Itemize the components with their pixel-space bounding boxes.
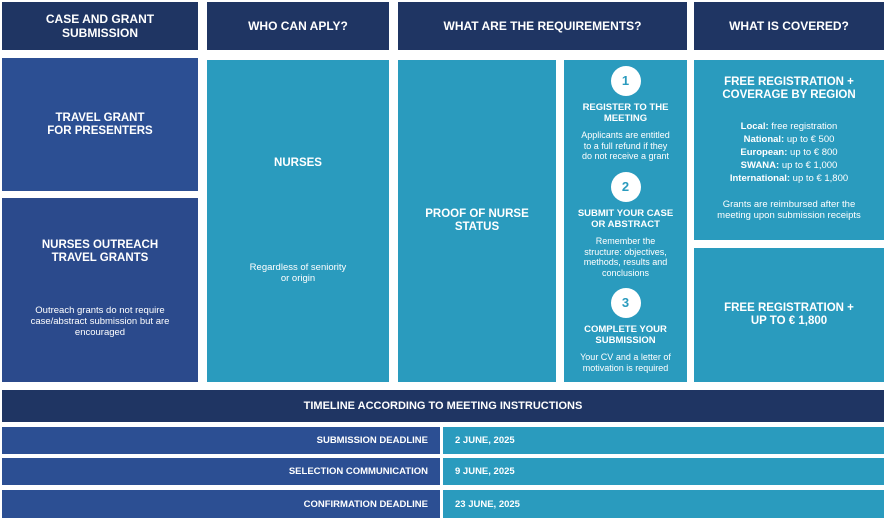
step-title: SUBMIT YOUR CASE OR ABSTRACT: [577, 208, 674, 230]
who-title: NURSES: [274, 157, 322, 169]
region-european: [694, 146, 884, 159]
step-number-badge: 1: [611, 66, 641, 96]
region-swana: [694, 159, 884, 172]
timeline-row-label: CONFIRMATION DEADLINE: [2, 490, 440, 518]
timeline-row-label: SELECTION COMMUNICATION: [2, 458, 440, 485]
region-label: European:: [740, 147, 788, 158]
requirement-panel: [398, 60, 556, 382]
header-label: WHO CAN APLY?: [248, 19, 348, 33]
region-label: International:: [729, 173, 791, 184]
region-value: up to € 800: [787, 147, 838, 158]
region-label: National:: [743, 134, 785, 145]
who-panel: [207, 60, 389, 382]
region-international: [694, 172, 884, 185]
who-note: Regardless of seniority or origin: [249, 262, 347, 284]
outreach-coverage-panel: [694, 248, 884, 382]
region-national: [694, 133, 884, 146]
step-2: [564, 172, 687, 278]
header-label: CASE AND GRANT SUBMISSION: [45, 12, 155, 40]
region-value: free registration: [768, 121, 838, 132]
header-case-and-grant-submission: [2, 2, 198, 50]
requirement-title: PROOF OF NURSE STATUS: [425, 208, 529, 233]
coverage-title: FREE REGISTRATION + COVERAGE BY REGION: [722, 76, 856, 101]
timeline-row-label: SUBMISSION DEADLINE: [2, 427, 440, 454]
travel-grant-title: TRAVEL GRANT FOR PRESENTERS: [47, 111, 153, 137]
header-label: WHAT IS COVERED?: [729, 19, 849, 33]
step-title: REGISTER TO THE MEETING: [582, 102, 669, 124]
step-3: [564, 288, 687, 373]
reimburse-note: Grants are reimbursed after the meeting upon submission receipts: [717, 199, 861, 221]
outreach-note: Outreach grants do not require case/abstract submission but are encouraged: [30, 305, 170, 338]
steps-panel: [564, 60, 687, 382]
outreach-coverage-title: FREE REGISTRATION + UP TO € 1,800: [724, 302, 854, 327]
timeline-row-date: 2 JUNE, 2025: [443, 427, 884, 454]
step-number-badge: 3: [611, 288, 641, 318]
step-description: Your CV and a letter of motivation is required: [580, 352, 671, 373]
region-local: [694, 120, 884, 133]
header-what-is-covered: [694, 2, 884, 50]
region-value: up to € 1,800: [790, 173, 849, 184]
step-description: Applicants are entitled to a full refund if they do not receive a grant: [581, 130, 670, 161]
step-1: [564, 66, 687, 162]
timeline-row-date: 9 JUNE, 2025: [443, 458, 884, 485]
outreach-title: NURSES OUTREACH TRAVEL GRANTS: [41, 239, 159, 264]
travel-grant-panel: [2, 58, 198, 191]
header-requirements: [398, 2, 687, 50]
header-label: WHAT ARE THE REQUIREMENTS?: [443, 19, 642, 33]
outreach-grant-panel: [2, 198, 198, 382]
region-value: up to € 500: [784, 134, 835, 145]
step-title: COMPLETE YOUR SUBMISSION: [584, 324, 667, 346]
step-number-badge: 2: [611, 172, 641, 202]
region-value: up to € 1,000: [779, 160, 838, 171]
region-label: SWANA:: [740, 160, 780, 171]
timeline-row-date: 23 JUNE, 2025: [443, 490, 884, 518]
coverage-panel: [694, 60, 884, 240]
timeline-header: [2, 390, 884, 422]
timeline-title: TIMELINE ACCORDING TO MEETING INSTRUCTIONS: [303, 399, 583, 412]
coverage-region-list: [694, 120, 884, 185]
region-label: Local:: [740, 121, 769, 132]
header-who-can-apply: [207, 2, 389, 50]
step-description: Remember the structure: objectives, methods, results and conclusions: [583, 236, 668, 278]
